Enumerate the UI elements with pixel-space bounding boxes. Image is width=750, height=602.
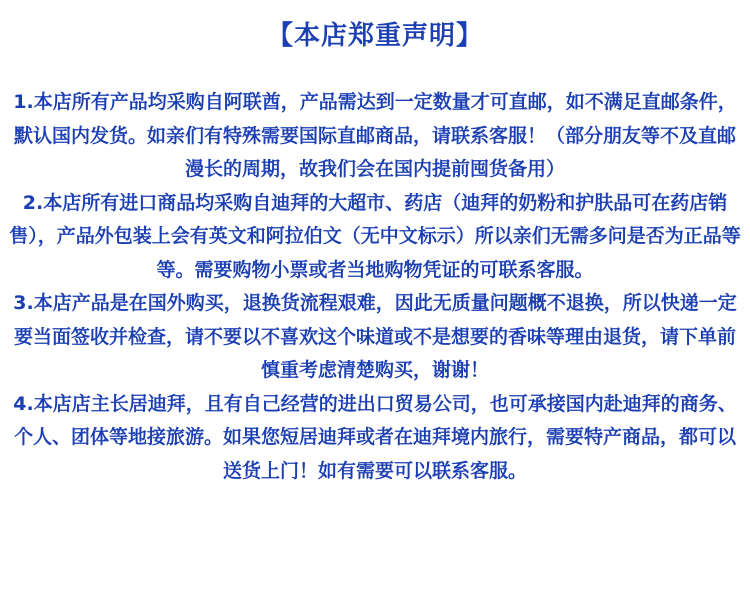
notice-item-1: 1.本店所有产品均采购自阿联酋，产品需达到一定数量才可直邮，如不满足直邮条件，默认国内发货。如亲们有特殊需要国际直邮商品，请联系客服！（部分朋友等不及直邮漫长的周期，故我们会在国内提前囤货备用）: [13, 91, 737, 180]
notice-title: 【本店郑重声明】: [266, 21, 483, 51]
notice-item-4: 4.本店店主长居迪拜，且有自己经营的进出口贸易公司，也可承接国内赴迪拜的商务、个人、团体等地接旅游。如果您短居迪拜或者在迪拜境内旅行，需要特产商品，都可以送货上门！如有需要可以联系客服。: [13, 392, 737, 482]
notice-list: [8, 86, 742, 488]
notice-item-3: 3.本店产品是在国外购买，退换货流程艰难，因此无质量问题概不退换，所以快递一定要当面签收并检查，请不要以不喜欢这个味道或不是想要的香味等理由退货，请下单前慎重考虑清楚购买，谢谢！: [13, 292, 737, 381]
notice-item-2: 2.本店所有进口商品均采购自迪拜的大超市、药店（迪拜的奶粉和护肤品可在药店销售），产品外包装上会有英文和阿拉伯文（无中文标示）所以亲们无需多问是否为正品等等。需要购物小票或者当地购物凭证的可联系客服。: [9, 191, 741, 281]
